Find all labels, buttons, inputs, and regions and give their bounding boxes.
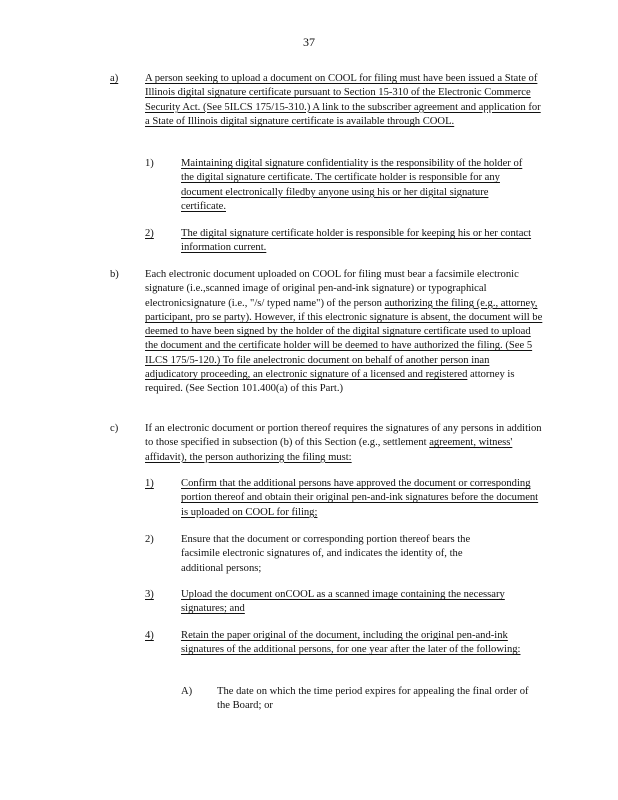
section-b-label: b) bbox=[110, 269, 119, 280]
section-c-item-2-text: Ensure that the document or corresponding portion thereof bears the facsimile electronic signatures of, and indicates the identity of, the additional persons; bbox=[181, 534, 471, 574]
section-a-item-1-text: Maintaining digital signature confidentiality is the responsibility of the holder of the digital signature certificate. The certificate holder is responsible for any document electronically filedby anyone using his or her digital signature certificate. bbox=[181, 158, 523, 212]
page-number: 37 bbox=[303, 35, 315, 49]
section-c-text-plain: If an electronic document or portion thereof requires the signatures of any persons in addition to those specified in subsection (b) of this Section (e.g., settlement bbox=[145, 423, 542, 449]
section-c-item-4-label: 4) bbox=[145, 630, 154, 641]
section-a-label: a) bbox=[110, 73, 119, 84]
section-a-item-2-label: 2) bbox=[145, 228, 154, 239]
section-c-text bbox=[145, 422, 543, 465]
section-c-item-4-text: Retain the paper original of the document, including the original pen-and-ink signatures of the additional persons, for one year after the later of the following: bbox=[181, 630, 521, 656]
section-c-label: c) bbox=[110, 423, 119, 434]
section-a-item-2-text: The digital signature certificate holder is responsible for keeping his or her contact information current. bbox=[181, 228, 532, 254]
section-c-sub-A-text: The date on which the time period expires for appealing the final order of the Board; or bbox=[217, 686, 529, 712]
section-b-text-underlined: authorizing the filing (e.g., attorney, participant, pro se party). However, if this electronic signature is absent, the document will be deemed to have been signed by the holder of the digital signature certificate used to upload the document and the certificate holder will be deemed to have authorized the filing. (See 5 ILCS 175/5-120.) To file anelectronic document on behalf of another person inan adjudicatory proceeding, an electronic signature of a licensed and registered bbox=[145, 297, 543, 381]
section-b-text-plain: Each electronic document uploaded on COOL for filing must bear a facsimile electronic signature (i.e.,scanned image of original pen-and-ink signature) or typographical electronicsignature (i.e., "/s/ typed name") of the person bbox=[145, 269, 519, 309]
section-a-item-1-label: 1) bbox=[145, 158, 154, 169]
section-c-sub-A-label: A) bbox=[181, 686, 193, 697]
section-c-item-3-text: Upload the document onCOOL as a scanned image containing the necessary signatures; and bbox=[181, 589, 505, 615]
section-c-item-1-label: 1) bbox=[145, 478, 154, 489]
section-a-text: A person seeking to upload a document on COOL for filing must have been issued a State of Illinois digital signature certificate pursuant to Section 15-310 of the Electronic Commerce Security Act. (See 5ILCS 175/15-310.) A link to the subscriber agreement and application for a State of Illinois digital signature certificate is available through COOL. bbox=[145, 73, 541, 127]
section-c-item-3-label: 3) bbox=[145, 589, 154, 600]
section-b-text-tail: attorney is required. (See Section 101.400(a) of this Part.) bbox=[145, 369, 515, 395]
section-c-item-2-label: 2) bbox=[145, 534, 154, 545]
section-c-item-1-text: Confirm that the additional persons have approved the document or corresponding portion thereof and obtain their original pen-and-ink signatures before the document is uploaded on COOL for filing; bbox=[181, 478, 539, 518]
section-b-text bbox=[145, 268, 543, 397]
section-c-text-underlined: agreement, witness' affidavit), the person authorizing the filing must: bbox=[145, 437, 513, 463]
